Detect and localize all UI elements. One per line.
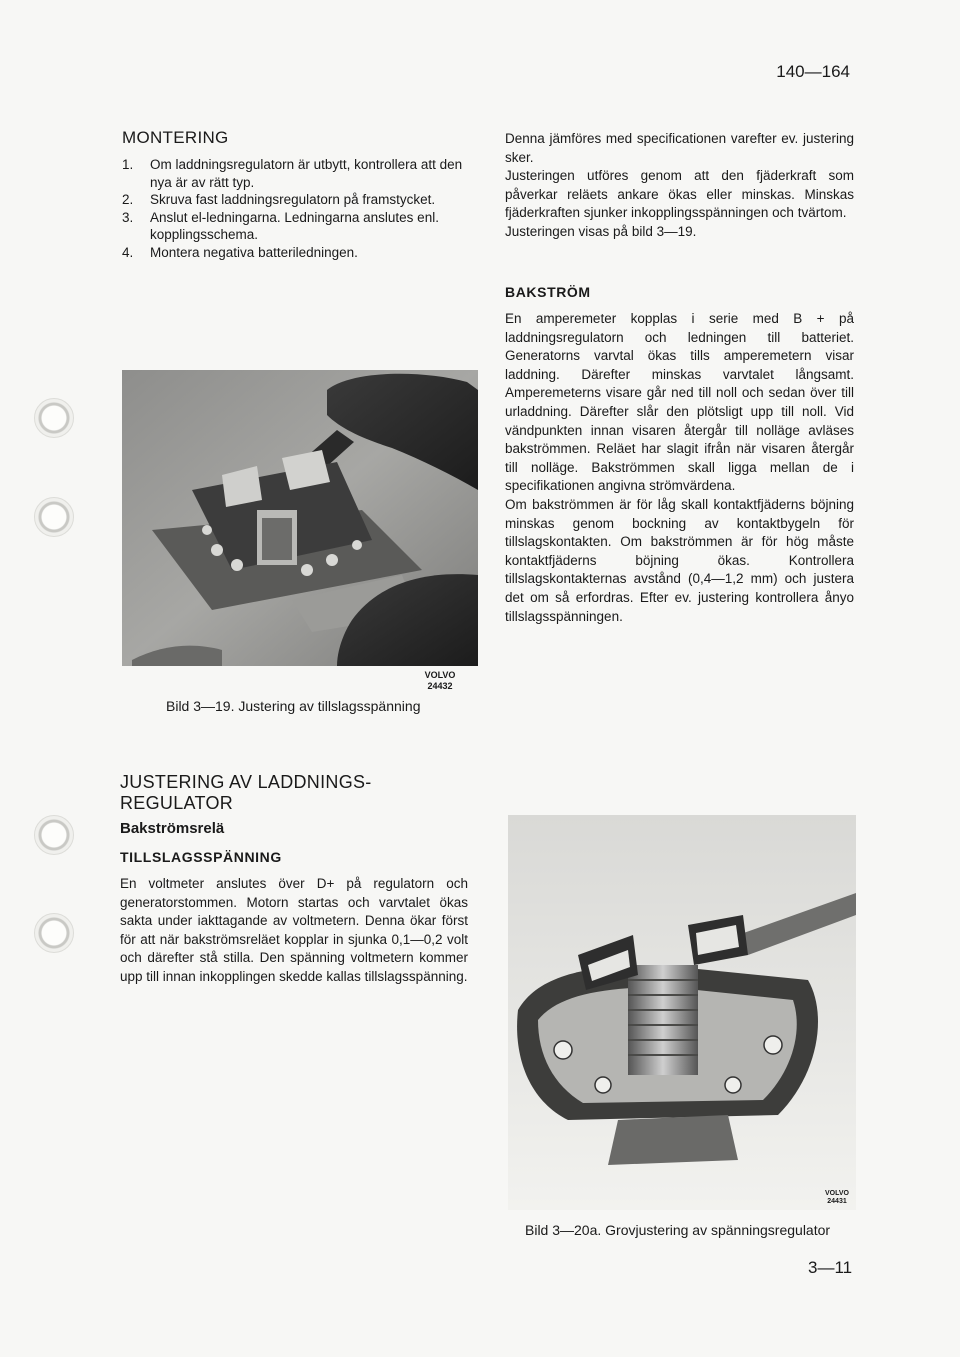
- page-number-top: 140—164: [776, 62, 850, 81]
- voltage-regulator-photo: [508, 815, 856, 1210]
- image-number: 24431: [827, 1198, 847, 1205]
- figure-2-caption: Bild 3—20a. Grovjustering av spänningsregulator: [525, 1222, 831, 1238]
- list-item: 3. Anslut el-ledningarna. Ledningarna anslutes enl. kopplingsschema.: [122, 209, 439, 242]
- binder-hole: [34, 398, 74, 438]
- right-intro: [505, 130, 854, 242]
- list-item: 2. Skruva fast laddningsregulatorn på framstycket.: [122, 192, 436, 207]
- bakstrom-paragraph-1: En amperemeter kopplas i serie med B + på laddningsregulatorn och ledningen till batteriet. Generatorns varvtal ökas tills amperemetern visar laddning. Därefter minskas varvtalet långsamt. Amperemeterns visare går ned till noll och sedan över till urladdning. Därefter slår den plötsligt upp till noll. Vid vändpunkten innan visaren återgår till nolläge avläses bakströmmen. Reläet har slagit ifrån när visaren återgår till nolläge. Bakströmmen skall ligga mellan de i specifikationen angivna strömvärdena.: [505, 311, 854, 494]
- intro-paragraph: Denna jämföres med specificationen varefter ev. justering sker. Justeringen utföres genom att den fjäderkraft som påverkar reläets ankare ökas eller minskas. Minskas fjäderkraften sjunker inkopplingsspänningen och tvärtom. Justeringen visas på bild 3—19.: [505, 131, 854, 239]
- justering-heading: JUSTERING AV LADDNINGS- REGULATOR: [120, 772, 372, 813]
- montering-section: [122, 128, 474, 261]
- justering-paragraph: En voltmeter anslutes över D+ på regulatorn och generatorstommen. Motorn startas och varvtalet ökas sakta under iakttagande av voltmetern. Denna ökar först för att när bakströmsreläet kopplar in sjunka 0,1—0,2 volt och därefter stå stilla. Den spänning voltmetern kommer upp till innan inkopplingen skedde kallas tillslagsspänning.: [120, 876, 468, 984]
- bakstrom-section: [505, 284, 854, 626]
- justering-section: [120, 772, 468, 987]
- list-item: 1. Om laddningsregulatorn är utbytt, kontrollera att den nya är av rätt typ.: [122, 157, 463, 190]
- volvo-brand-label: VOLVO: [825, 1190, 849, 1197]
- volvo-brand-label: VOLVO: [424, 670, 456, 680]
- page-number-bottom: 3—11: [808, 1258, 853, 1277]
- figure-3-19-photo: [122, 370, 478, 666]
- list-item: 4. Montera negativa batteriledningen.: [122, 244, 358, 260]
- montering-list: [122, 156, 474, 261]
- justering-subheading: Bakströmsrelä: [120, 820, 225, 837]
- montering-heading: MONTERING: [122, 128, 229, 147]
- binder-hole: [34, 497, 74, 537]
- figure-1-code: [416, 670, 464, 692]
- binder-hole: [34, 913, 74, 953]
- tillslag-heading: TILLSLAGSSPÄNNING: [120, 849, 282, 865]
- figure-2-code: [822, 1190, 852, 1206]
- regulator-adjustment-photo: [122, 370, 478, 666]
- figure-1-caption: Bild 3—19. Justering av tillslagsspänning: [166, 698, 421, 714]
- image-number: 24432: [427, 681, 453, 691]
- binder-hole: [34, 815, 74, 855]
- bakstrom-paragraph-2: Om bakströmmen är för låg skall kontaktfjäderns böjning minskas genom bockning av kontaktbygeln för tillslagskontakten. Om bakströmmen är för hög måste kontaktfjäderns böjning ökas. Kontrollera tillslagskontakternas avstånd (0,4—1,2 mm) och justera det om så erfordras. Efter ev. justering kontrollera ånyo tillslagsspänningen.: [505, 496, 854, 624]
- bakstrom-heading: BAKSTRÖM: [505, 284, 591, 300]
- figure-3-20a-photo: [508, 815, 856, 1210]
